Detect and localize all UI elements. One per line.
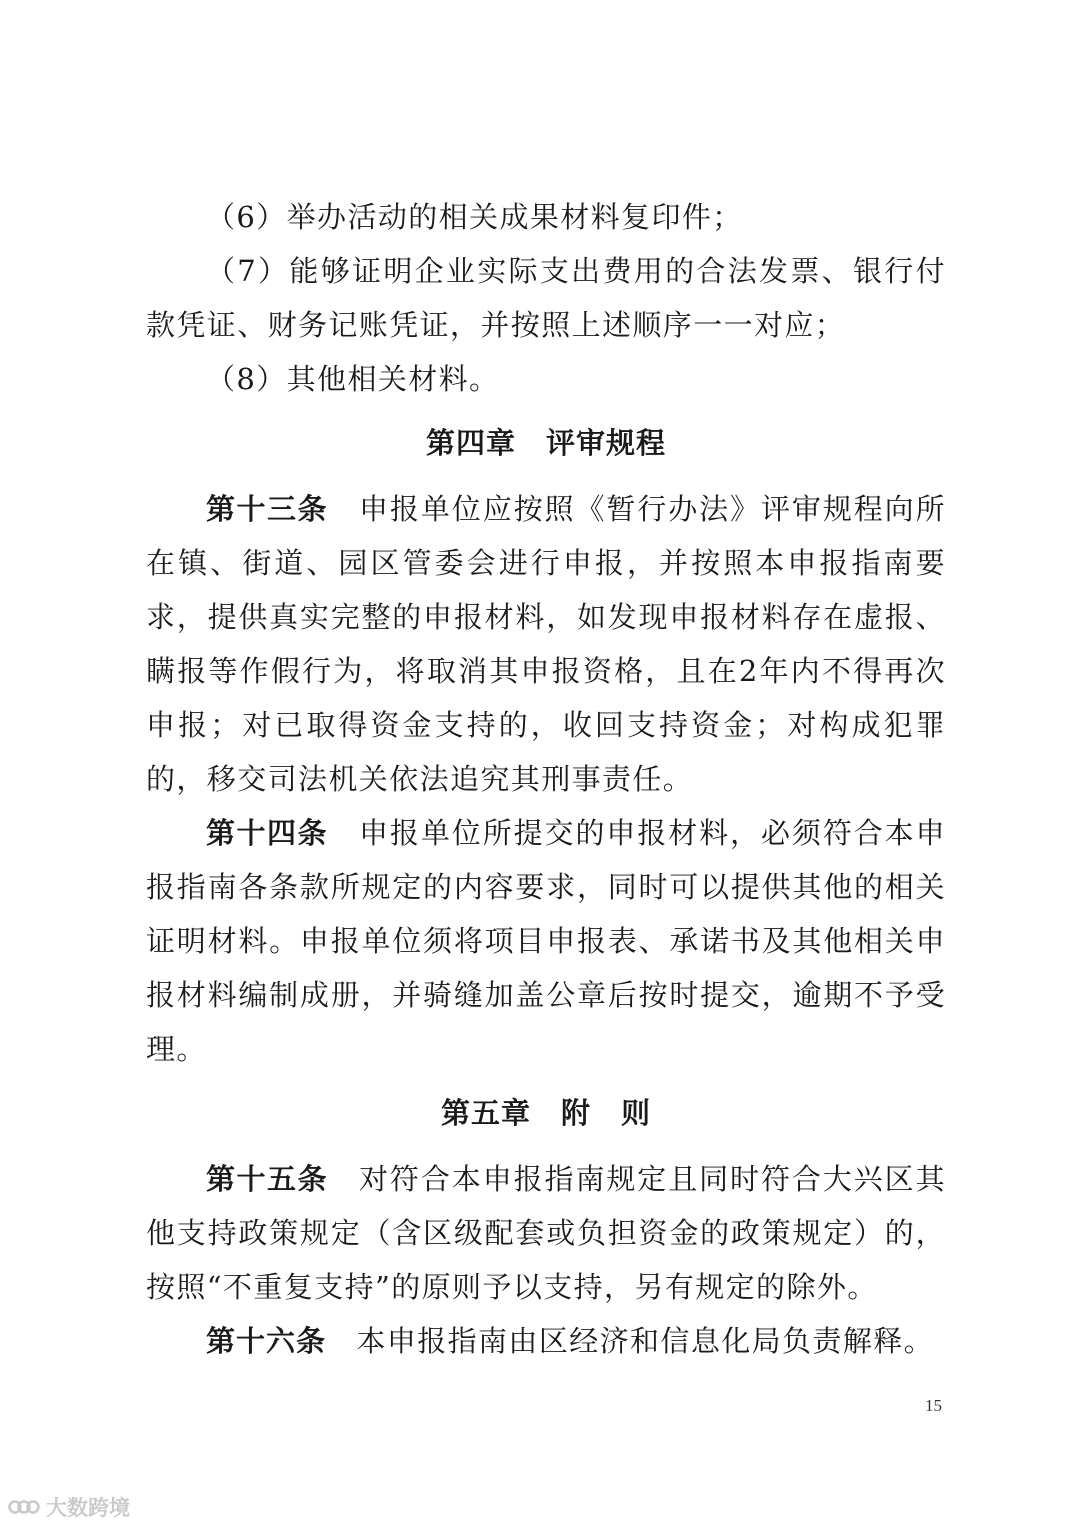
document-body (146, 190, 946, 1368)
chapter-4-heading: 第四章 评审规程 (425, 426, 666, 460)
article-15-text: 对符合本申报指南规定且同时符合大兴区其他支持政策规定（含区级配套或负担资金的政策规定）的，按照“不重复支持”的原则予以支持，另有规定的除外。 (146, 1162, 946, 1304)
watermark (8, 1492, 130, 1522)
chapter-5-heading: 第五章 附 则 (440, 1096, 651, 1130)
brand-logo-icon (8, 1496, 40, 1518)
article-14 (146, 806, 946, 1076)
page-number: 15 (925, 1396, 942, 1415)
article-14-label: 第十四条 (206, 816, 329, 850)
article-13-label: 第十三条 (206, 492, 329, 526)
list-item-6: （6）举办活动的相关成果材料复印件； (206, 200, 743, 234)
watermark-text: 大数跨境 (46, 1496, 130, 1520)
article-13 (146, 482, 946, 806)
article-16-text: 本申报指南由区经济和信息化局负责解释。 (356, 1324, 935, 1358)
list-item-7: （7）能够证明企业实际支出费用的合法发票、银行付款凭证、财务记账凭证，并按照上述顺序一一对应； (146, 254, 946, 342)
article-16-label: 第十六条 (206, 1324, 327, 1358)
article-13-text: 申报单位应按照《暂行办法》评审规程向所在镇、街道、园区管委会进行申报，并按照本申报指南要求，提供真实完整的申报材料，如发现申报材料存在虚报、瞒报等作假行为，将取消其申报资格，且在2年内不得再次申报；对已取得资金支持的，收回支持资金；对构成犯罪的，移交司法机关依法追究其刑事责任。 (146, 492, 946, 796)
article-15 (146, 1152, 946, 1314)
list-item-8: （8）其他相关材料。 (206, 362, 500, 396)
article-15-label: 第十五条 (206, 1162, 329, 1196)
article-14-text: 申报单位所提交的申报材料，必须符合本申报指南各条款所规定的内容要求，同时可以提供其他的相关证明材料。申报单位须将项目申报表、承诺书及其他相关申报材料编制成册，并骑缝加盖公章后按时提交，逾期不予受理。 (146, 816, 946, 1066)
article-16 (146, 1314, 946, 1368)
